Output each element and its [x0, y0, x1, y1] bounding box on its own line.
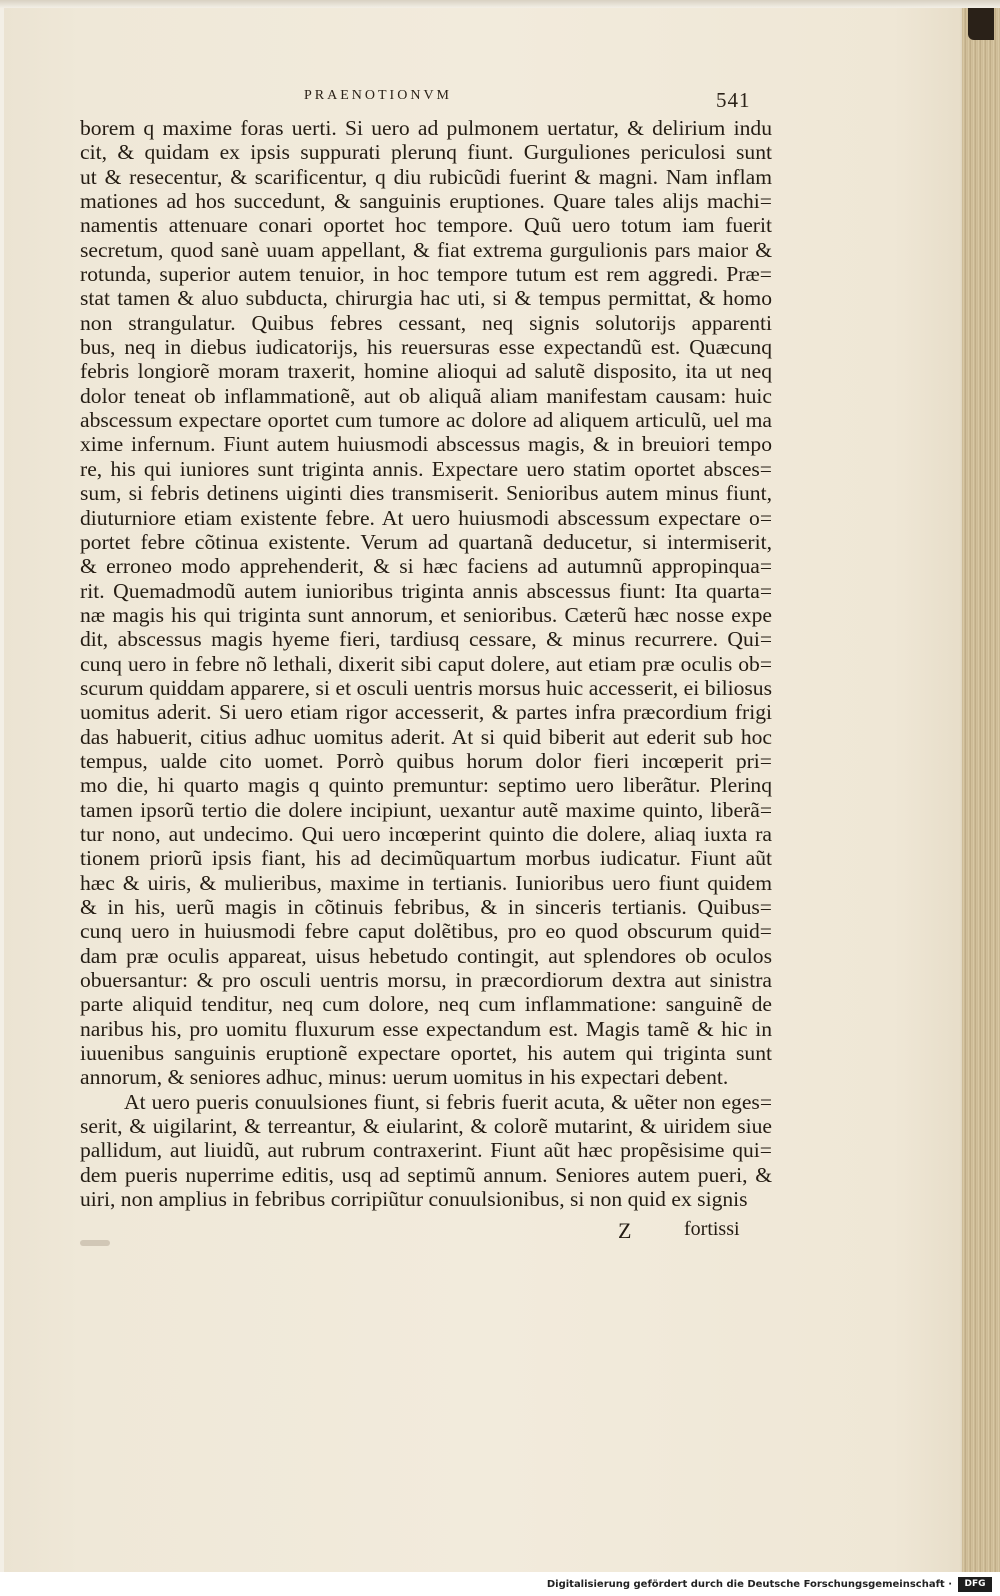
text-line: diuturniore etiam existente febre. At uero huiusmodi abscessum expectare o= [80, 505, 772, 530]
book-page [4, 0, 971, 1572]
digitization-credit [0, 1574, 1000, 1596]
text-line: sum, si febris detinens uiginti dies transmiserit. Senioribus autem minus fiunt, [80, 481, 772, 506]
text-line: non strangulatur. Quibus febres cessant, neq signis solutorijs apparenti [80, 310, 772, 335]
book-page-edges [962, 0, 1000, 1572]
text-line: hæc & uiris, & mulieribus, maxime in tertianis. Iunioribus uero fiunt quidem [80, 870, 772, 895]
text-line: xime infernum. Fiunt autem huiusmodi abscessus magis, & in breuiori tempo [80, 432, 772, 457]
text-line: naribus his, pro uomitu fluxurum esse expectandum est. Magis tamẽ & hic in [80, 1016, 772, 1041]
text-line: serit, & uigilarint, & terreantur, & eiularint, & colorẽ mutarint, & uiridem siue [80, 1114, 772, 1139]
text-line: portet febre cõtinua existente. Verum ad quartanã deducetur, si intermiserit, [80, 529, 772, 554]
text-line: parte aliquid tenditur, neq cum dolore, neq cum inflammatione: sanguinẽ de [80, 992, 772, 1017]
text-line: scurum quiddam apparere, si et osculi uentris morsus huic accesserit, ei biliosus [80, 675, 772, 700]
body-text [80, 116, 772, 1211]
text-line: obuersantur: & pro osculi uentris morsu, in præcordiorum dextra aut sinistra [80, 968, 772, 993]
text-line: bus, neq in diebus iudicatorijs, his reuersuras esse expectandũ est. Quæcunq [80, 335, 772, 360]
text-line: & erroneo modo apprehenderit, & si hæc faciens ad autumnũ appropinqua= [80, 554, 772, 579]
text-line: dolor teneat ob inflammationẽ, aut ob aliquã aliam manifestam causam: huic [80, 383, 772, 408]
text-line: febris longiorẽ moram traxerit, homine alioqui ad salutẽ disposito, ita ut neq [80, 359, 772, 384]
credit-text: Digitalisierung gefördert durch die Deutsche Forschungsgemeinschaft · [546, 1579, 952, 1590]
text-line: cunq uero in febre nõ lethali, dixerit sibi caput dolere, aut etiam præ oculis ob= [80, 651, 772, 676]
text-line: namentis attenuare conari oportet hoc tempore. Quũ uero totum iam fuerit [80, 213, 772, 238]
dfg-logo-icon: DFG [958, 1577, 992, 1592]
text-line: pallidum, aut liuidũ, aut rubrum contraxerint. Fiunt aũt hæc propẽsisime qui= [80, 1138, 772, 1163]
ink-smudge [80, 1240, 110, 1246]
running-title: PRAENOTIONVM [304, 88, 452, 103]
text-line: tamen ipsorũ tertio die dolere incipiunt, uexantur autẽ maxime quinto, liberã= [80, 797, 772, 822]
text-line: At uero pueris conuulsiones fiunt, si febris fuerit acuta, & uẽter non eges= [124, 1089, 772, 1114]
text-line: cunq uero in huiusmodi febre caput dolẽtibus, pro eo quod obscurum quid= [80, 919, 772, 944]
text-line: rotunda, superior autem tenuior, in hoc tempore tutum est rem aggredi. Præ= [80, 262, 772, 287]
text-line: re, his qui iuniores sunt triginta annis. Expectare uero statim oportet absces= [80, 456, 772, 481]
text-line: tempus, ualde cito uomet. Porrò quibus horum dolor fieri incœperit pri= [80, 748, 772, 773]
text-line: & in his, uerũ magis in cõtinuis febribus, & in sinceris tertianis. Quibus= [80, 895, 772, 919]
text-line: stat tamen & aluo subducta, chirurgia hac uti, si & tempus permittat, & homo [80, 286, 772, 311]
text-line: annorum, & seniores adhuc, minus: uerum uomitus in his expectari debent. [80, 1065, 729, 1090]
text-line: næ magis his qui triginta sunt annorum, et senioribus. Cæterũ hæc nosse expe [80, 602, 772, 627]
text-line: mo die, hi quarto magis q quinto premuntur: septimo uero liberãtur. Plerinq [80, 773, 772, 798]
text-line: borem q maxime foras uerti. Si uero ad pulmonem uertatur, & delirium indu [80, 116, 772, 140]
text-line: dam præ oculis appareat, uisus hebetudo contingit, aut splendores ob oculos [80, 943, 772, 968]
signature-mark: Z [618, 1218, 632, 1243]
text-line: dit, abscessus magis hyeme fieri, tardiusq cessare, & minus recurrere. Qui= [80, 627, 772, 652]
text-line: iuuenibus sanguinis eruptionẽ expectare oportet, his autem qui triginta sunt [80, 1041, 772, 1066]
text-line: tur nono, aut undecimo. Qui uero incœperint quinto die dolere, aliaq iuxta ra [80, 821, 772, 846]
text-line: dem pueris nuperrime editis, usq ad septimũ annum. Seniores autem pueri, & [80, 1162, 772, 1187]
text-line: das habuerit, citius adhuc uomitus aderit. At si quid biberit aut ederit sub hoc [80, 724, 772, 749]
text-line: cit, & quidam ex ipsis suppurati plerunq fiunt. Gurguliones periculosi sunt [80, 140, 772, 165]
scan-top-edge [0, 0, 1000, 8]
catchword: fortissi [684, 1218, 740, 1240]
text-line: rit. Quemadmodũ autem iunioribus triginta annis abscessus fiunt: Ita quarta= [80, 578, 772, 603]
text-line: uiri, non amplius in febribus corripiũtur conuulsionibus, si non quid ex signis [80, 1187, 748, 1212]
text-line: mationes ad hos succedunt, & sanguinis eruptiones. Quare tales alijs machi= [80, 189, 772, 214]
text-line: tionem priorũ ipsis fiant, his ad decimũquartum morbus iudicatur. Fiunt aũt [80, 846, 772, 871]
text-line: ut & resecentur, & scarificentur, q diu rubicũdi fuerint & magni. Nam inflam [80, 164, 772, 189]
page-number: 541 [716, 88, 751, 112]
page-footer [80, 1218, 772, 1248]
text-line: abscessum expectare oportet cum tumore ac dolore ad aliquem articulũ, uel ma [80, 408, 772, 433]
text-line: uomitus aderit. Si uero etiam rigor accesserit, & partes infra præcordium frigi [80, 700, 772, 725]
text-line: secretum, quod sanè uuam appellant, & fiat extrema gurgulionis pars maior & [80, 237, 772, 262]
